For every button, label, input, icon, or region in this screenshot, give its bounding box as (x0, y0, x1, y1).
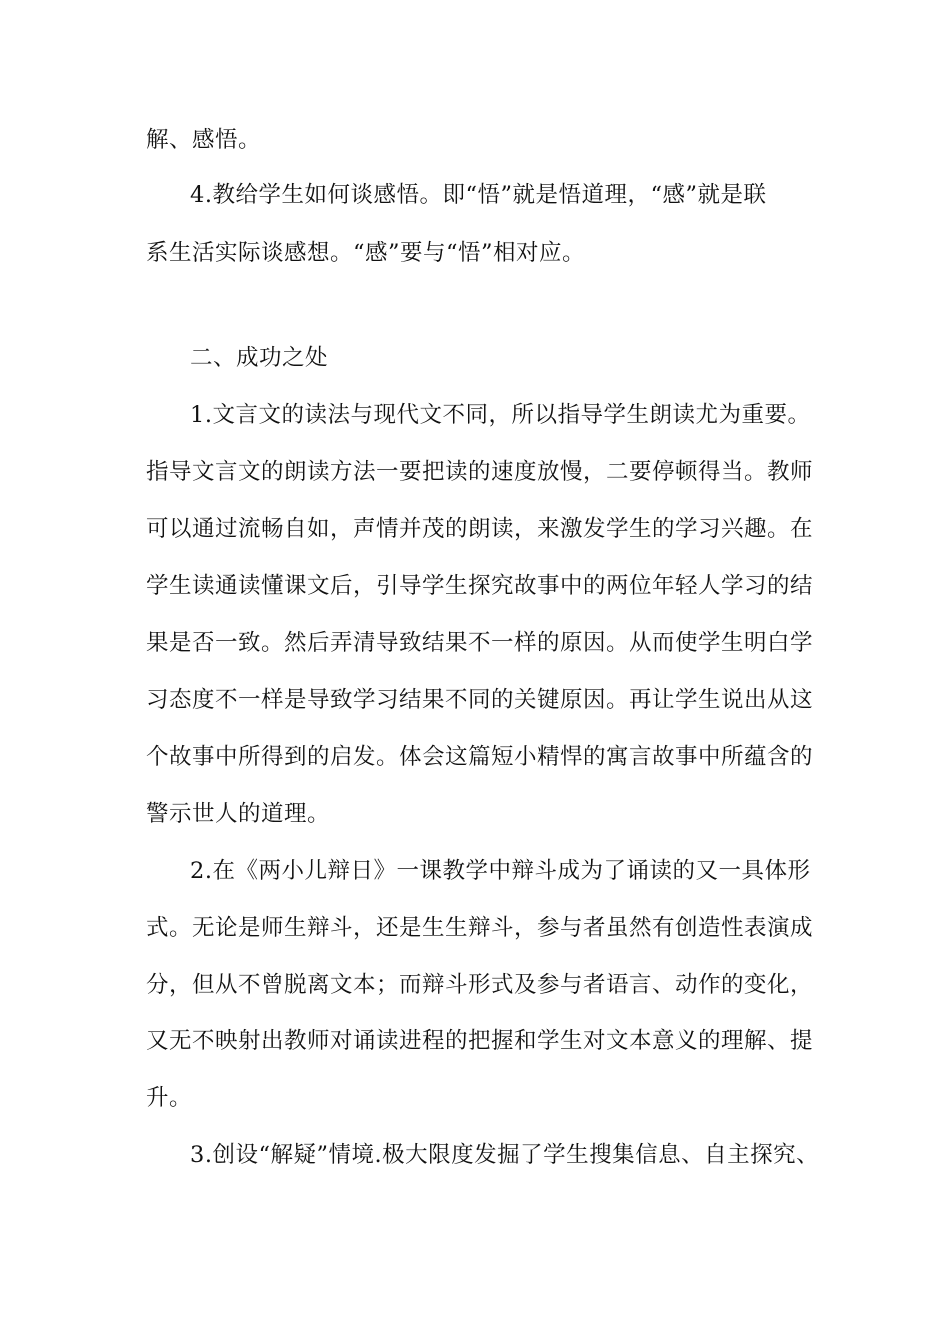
paragraph-line: 式。无论是师生辩斗，还是生生辩斗，参与者虽然有创造性表演成 (146, 915, 814, 941)
paragraph-line: 指导文言文的朗读方法一要把读的速度放慢，二要停顿得当。教师 (146, 459, 814, 485)
paragraph-line: 个故事中所得到的启发。体会这篇短小精悍的寓言故事中所蕴含的 (146, 744, 814, 770)
paragraph-line: 警示世人的道理。 (146, 801, 331, 827)
paragraph-line: 又无不映射出教师对诵读进程的把握和学生对文本意义的理解、提 (146, 1028, 814, 1054)
paragraph-line: 果是否一致。然后弄清导致结果不一样的原因。从而使学生明白学 (146, 630, 814, 656)
paragraph-4-line: 4.教给学生如何谈感悟。即“悟”就是悟道理，“感”就是联 (190, 182, 767, 208)
paragraph-1-line: 1.文言文的读法与现代文不同，所以指导学生朗读尤为重要。 (190, 402, 811, 428)
section-heading: 二、成功之处 (190, 345, 329, 371)
paragraph-line: 系生活实际谈感想。“感”要与“悟”相对应。 (146, 240, 586, 266)
paragraph-line: 解、感悟。 (146, 127, 262, 153)
paragraph-line: 习态度不一样是导致学习结果不同的关键原因。再让学生说出从这 (146, 687, 814, 713)
paragraph-line: 分，但从不曾脱离文本；而辩斗形式及参与者语言、动作的变化， (146, 972, 814, 998)
paragraph-line: 升。 (146, 1085, 193, 1111)
paragraph-line: 学生读通读懂课文后，引导学生探究故事中的两位年轻人学习的结 (146, 573, 814, 599)
paragraph-2-line: 2.在《两小儿辩日》一课教学中辩斗成为了诵读的又一具体形 (190, 858, 811, 884)
paragraph-line: 可以通过流畅自如，声情并茂的朗读，来激发学生的学习兴趣。在 (146, 516, 814, 542)
paragraph-3-line: 3.创设“解疑”情境.极大限度发掘了学生搜集信息、自主探究、 (190, 1142, 820, 1168)
